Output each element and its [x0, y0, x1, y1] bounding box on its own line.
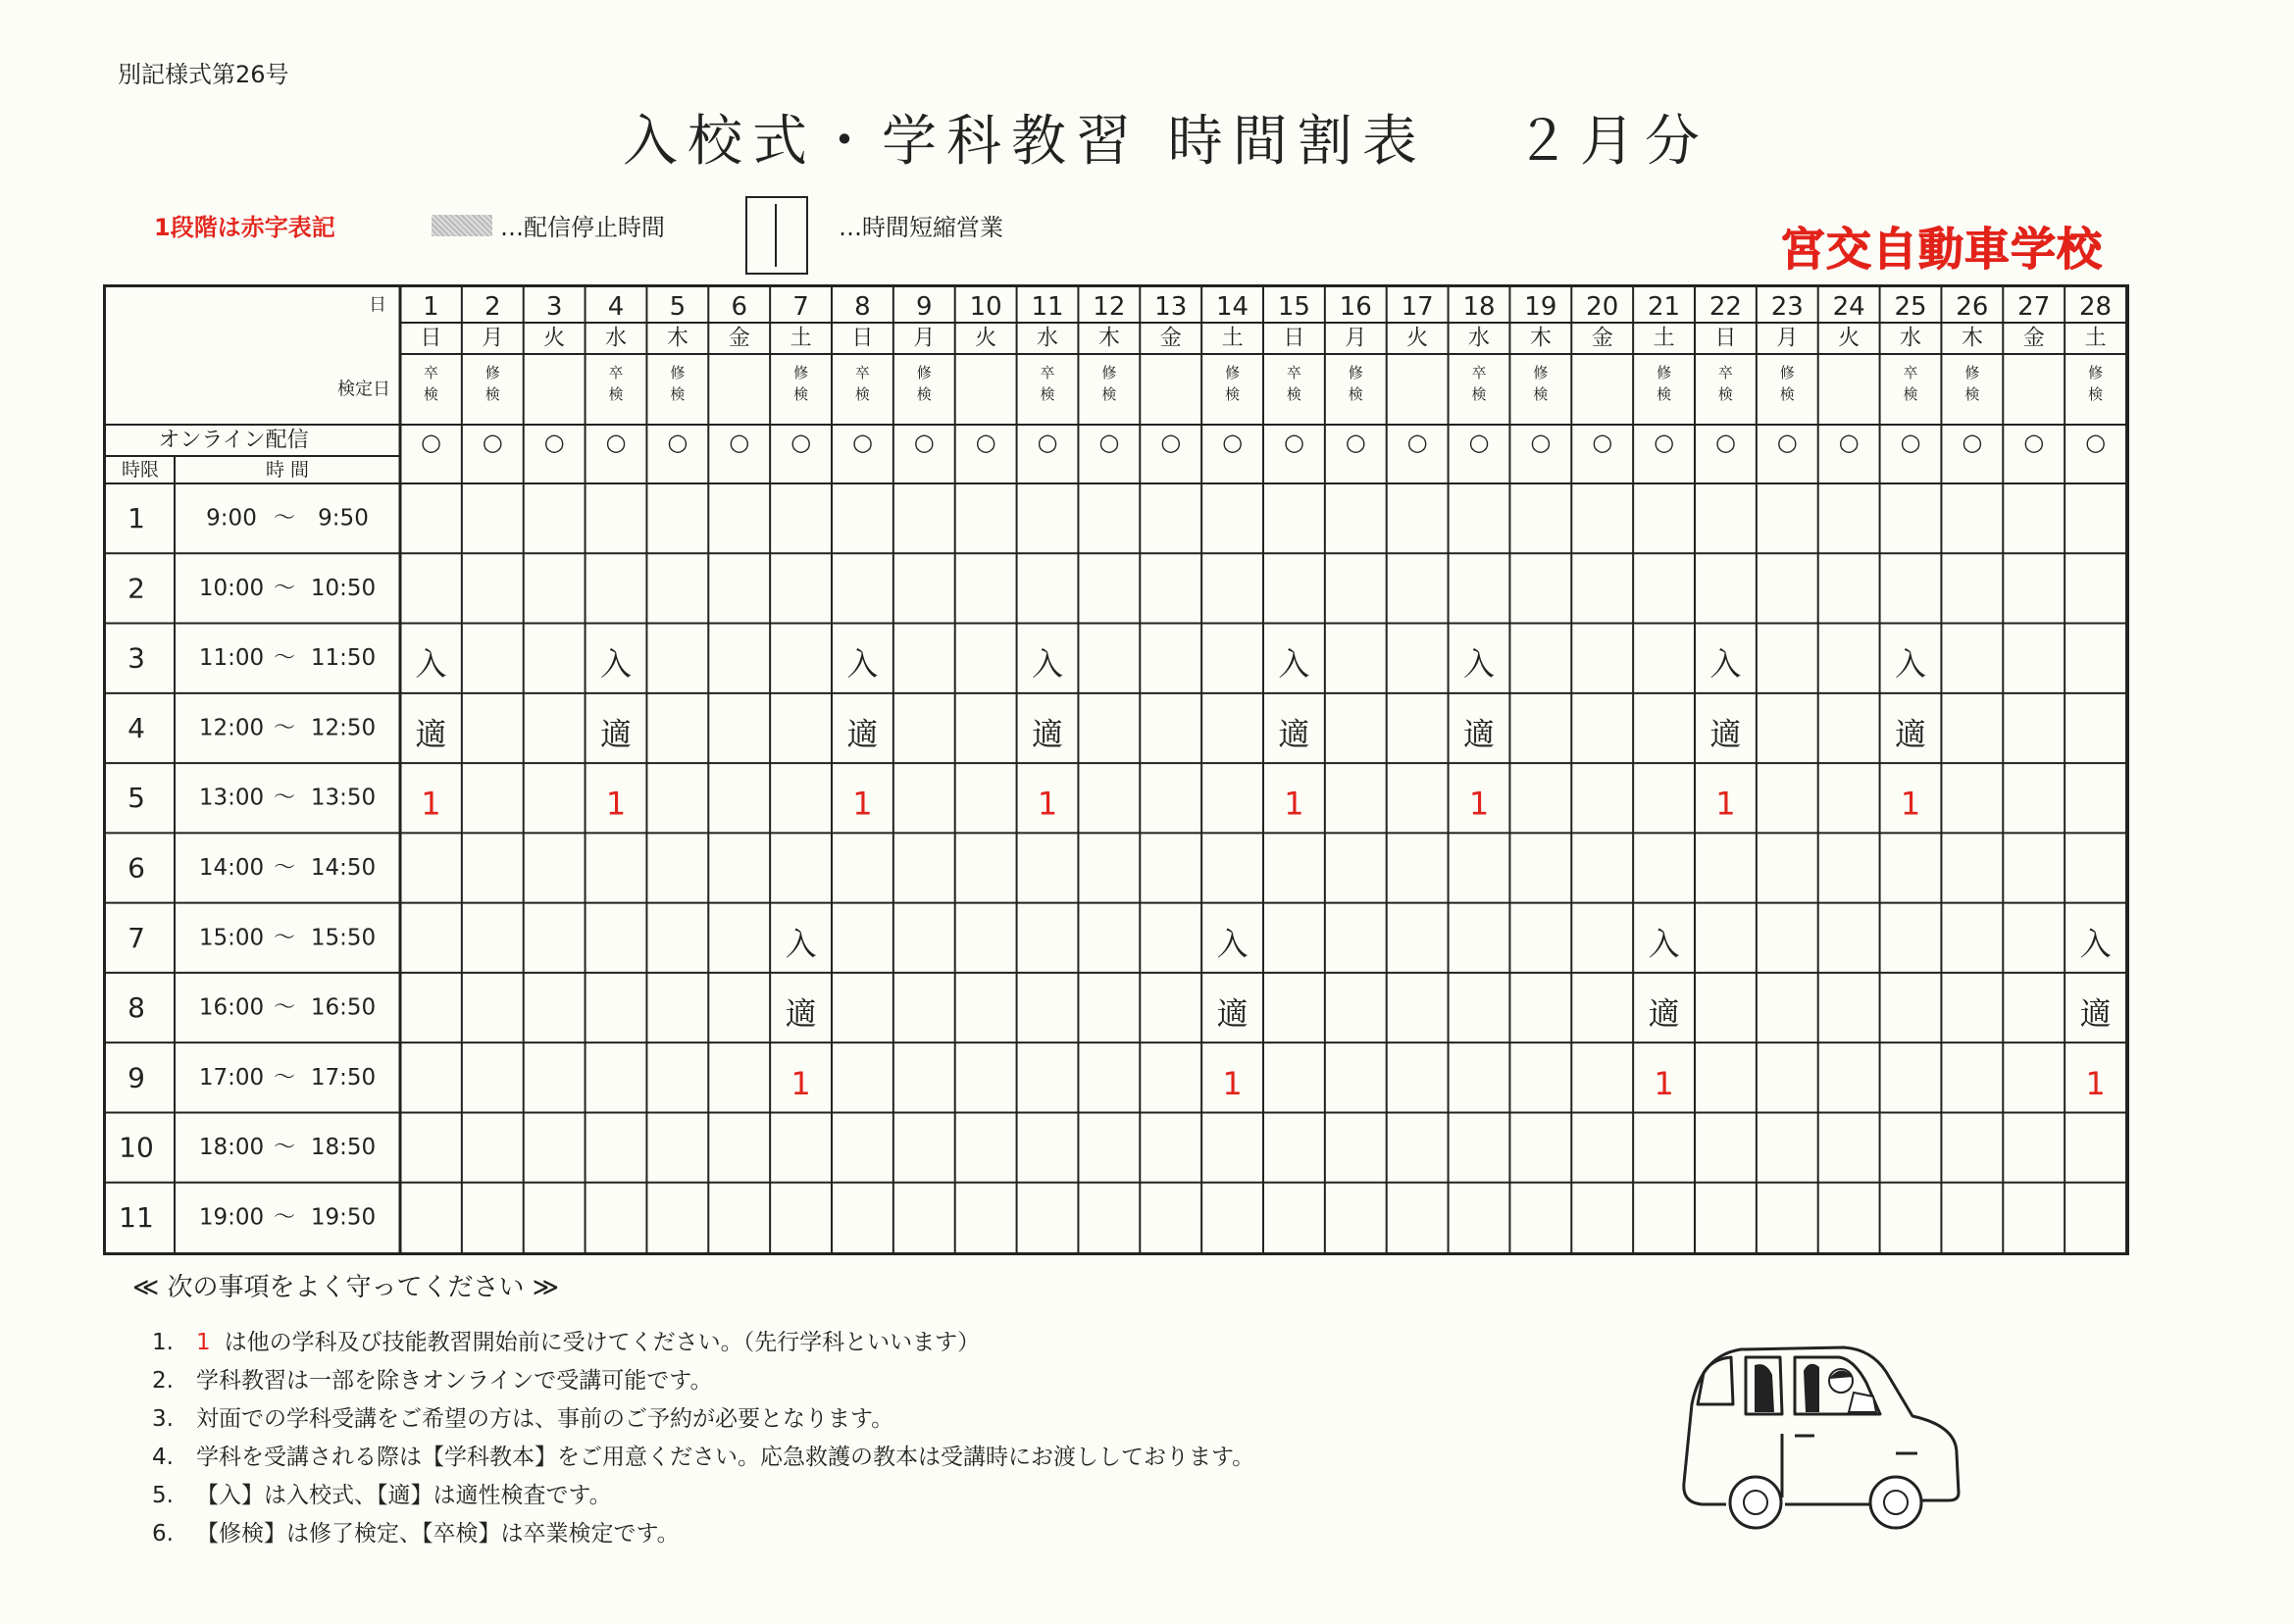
note-item: [152, 1515, 1254, 1553]
period-start-time: 13:00: [198, 785, 265, 811]
schedule-entry: 1: [605, 785, 627, 823]
time-separator: ～: [273, 576, 296, 601]
online-mark: ○: [1222, 429, 1244, 456]
online-mark: ○: [975, 429, 996, 456]
day-number: 12: [1093, 292, 1126, 322]
period-number: 11: [119, 1200, 154, 1234]
day-number: 14: [1216, 292, 1249, 322]
exam-label: 卒検: [854, 364, 870, 403]
day-of-week: 火: [975, 326, 997, 351]
schedule-entry: 適: [1031, 715, 1064, 753]
note-number: 6.: [152, 1521, 174, 1547]
schedule-entry: 1: [790, 1064, 811, 1102]
title-month: ２月分: [1514, 110, 1709, 174]
exam-label: 修検: [484, 364, 500, 403]
day-of-week: 月: [1345, 326, 1367, 351]
day-of-week: 金: [1591, 326, 1613, 351]
online-mark: ○: [2085, 429, 2107, 456]
exam-label: 修検: [1101, 364, 1117, 403]
timetable: [103, 284, 2129, 1255]
schedule-entry: 入: [1894, 645, 1927, 684]
online-mark: ○: [1468, 429, 1490, 456]
header-day-label: 日: [369, 294, 386, 316]
legend-stream-stop-label: …配信停止時間: [500, 214, 665, 241]
day-of-week: 金: [1159, 326, 1182, 351]
period-number: 9: [127, 1061, 145, 1094]
day-number: 9: [916, 292, 933, 322]
schedule-entry: 1: [1715, 785, 1736, 823]
day-number: 21: [1648, 292, 1681, 322]
day-of-week: 木: [1097, 326, 1120, 351]
period-end-time: 13:50: [310, 785, 377, 811]
exam-label: 修検: [1657, 364, 1672, 403]
period-start-time: 17:00: [198, 1064, 265, 1091]
note-text: は他の学科及び技能教習開始前に受けてください。（先行学科といいます）: [224, 1330, 981, 1355]
day-of-week: 月: [482, 326, 504, 351]
schedule-entry: 入: [1462, 645, 1496, 684]
schedule-entry: 1: [1900, 785, 1921, 823]
note-text: 【入】は入校式、【適】は適性検査です。: [196, 1483, 612, 1508]
day-number: 25: [1894, 292, 1927, 322]
time-separator: ～: [273, 1135, 296, 1160]
day-of-week: 土: [790, 326, 812, 351]
time-separator: ～: [273, 1204, 296, 1230]
time-separator: ～: [273, 855, 296, 881]
day-of-week: 木: [1961, 326, 1983, 351]
day-of-week: 水: [604, 326, 628, 351]
period-end-time: 9:50: [318, 505, 369, 532]
schedule-entry: 入: [1216, 925, 1249, 963]
day-of-week: 水: [1467, 326, 1491, 351]
exam-label: 修検: [2088, 364, 2104, 403]
note-number: 5.: [152, 1483, 174, 1508]
period-start-time: 15:00: [198, 925, 265, 951]
schedule-entry: 1: [852, 785, 873, 823]
exam-label: 修検: [1533, 364, 1549, 403]
schedule-entry: 適: [846, 715, 879, 753]
form-number: 別記様式第26号: [118, 61, 289, 88]
period-start-time: 9:00: [206, 505, 257, 532]
exam-label: 卒検: [1717, 364, 1733, 403]
online-mark: ○: [1654, 429, 1675, 456]
note-item: [152, 1324, 1254, 1362]
time-separator: ～: [273, 995, 296, 1021]
notes-list: [152, 1324, 1254, 1553]
period-start-time: 12:00: [198, 715, 265, 741]
day-number: 15: [1277, 292, 1310, 322]
car-illustration-icon: [1672, 1336, 1966, 1551]
period-number: 8: [127, 991, 145, 1025]
note-number: 3.: [152, 1406, 174, 1432]
schedule-entry: 適: [1278, 715, 1310, 753]
note-item: [152, 1362, 1254, 1400]
period-number: 5: [127, 782, 145, 815]
online-mark: ○: [420, 429, 441, 456]
time-separator: ～: [273, 506, 296, 532]
day-of-week: 水: [1036, 326, 1059, 351]
period-number: 1: [127, 502, 145, 535]
day-of-week: 火: [543, 326, 566, 351]
note-number: 4.: [152, 1445, 174, 1470]
time-separator: ～: [273, 925, 296, 950]
schedule-entry: 入: [785, 925, 817, 963]
day-of-week: 日: [851, 326, 874, 351]
schedule-entry: 適: [785, 994, 817, 1033]
legend-short-hours: …時間短縮営業: [839, 214, 1003, 241]
period-end-time: 14:50: [310, 855, 377, 881]
online-mark: ○: [913, 429, 935, 456]
exam-label: 卒検: [608, 364, 624, 403]
period-start-time: 19:00: [198, 1204, 265, 1231]
period-number: 2: [127, 572, 145, 605]
online-mark: ○: [1283, 429, 1304, 456]
schedule-entry: 1: [421, 785, 441, 823]
time-separator: ～: [273, 786, 296, 811]
online-mark: ○: [1530, 429, 1552, 456]
day-number: 13: [1154, 292, 1188, 322]
time-separator: ～: [273, 715, 296, 740]
schedule-entry: 1: [1284, 785, 1304, 823]
schedule-entry: 入: [1278, 645, 1310, 684]
legend-short-hours-box-icon: [745, 196, 808, 275]
note-red-marker: 1: [196, 1330, 211, 1355]
day-of-week: 火: [1838, 326, 1861, 351]
day-number: 7: [792, 292, 809, 322]
note-text: 学科教習は一部を除きオンラインで受講可能です。: [196, 1368, 713, 1394]
online-mark: ○: [667, 429, 688, 456]
schedule-entry: 1: [1037, 785, 1058, 823]
schedule-entry: 適: [1216, 994, 1249, 1033]
header-exam-label: 検定日: [337, 379, 390, 400]
period-number: 3: [127, 641, 145, 675]
day-number: 10: [969, 292, 1002, 322]
schedule-entry: 1: [1654, 1064, 1674, 1102]
online-mark: ○: [1962, 429, 1983, 456]
note-item: [152, 1439, 1254, 1477]
day-number: 22: [1708, 292, 1742, 322]
schedule-entry: 適: [1894, 715, 1927, 753]
period-start-time: 10:00: [198, 575, 265, 601]
header-online-label: オンライン配信: [158, 428, 309, 453]
online-mark: ○: [1160, 429, 1182, 456]
exam-label: 卒検: [1903, 364, 1918, 403]
exam-label: 卒検: [1471, 364, 1487, 403]
title-text: 入校式・学科教習 時間割表: [623, 110, 1427, 174]
day-of-week: 土: [2084, 326, 2107, 351]
day-of-week: 日: [1283, 326, 1305, 351]
online-mark: ○: [2023, 429, 2045, 456]
note-text: 学科を受講される際は【学科教本】をご用意ください。応急救護の教本は受講時にお渡ししております。: [196, 1445, 1255, 1470]
online-mark: ○: [1592, 429, 1613, 456]
timetable-grid: [106, 287, 2126, 1252]
exam-label: 卒検: [423, 364, 438, 403]
online-mark: ○: [1345, 429, 1366, 456]
online-mark: ○: [1900, 429, 1921, 456]
exam-label: 修検: [793, 364, 809, 403]
period-number: 10: [119, 1131, 154, 1164]
period-start-time: 18:00: [198, 1135, 265, 1161]
day-number: 24: [1832, 292, 1865, 322]
online-mark: ○: [482, 429, 503, 456]
schedule-entry: 適: [1709, 715, 1742, 753]
day-number: 19: [1524, 292, 1557, 322]
period-end-time: 16:50: [310, 994, 377, 1021]
day-of-week: 月: [913, 326, 936, 351]
day-number: 23: [1770, 292, 1804, 322]
time-separator: ～: [273, 645, 296, 671]
day-number: 17: [1401, 292, 1434, 322]
period-end-time: 10:50: [310, 575, 377, 601]
schedule-entry: 入: [846, 645, 879, 684]
schedule-entry: 適: [1462, 715, 1496, 753]
schedule-entry: 適: [2079, 994, 2112, 1033]
legend-red-text: 1段階は赤字表記: [154, 214, 335, 241]
day-number: 28: [2079, 292, 2113, 322]
online-mark: ○: [1098, 429, 1120, 456]
period-start-time: 14:00: [198, 855, 265, 881]
legend-stream-stop: [432, 208, 665, 242]
header-time-label: 時 間: [265, 459, 310, 481]
day-number: 5: [669, 292, 687, 322]
day-of-week: 金: [728, 326, 750, 351]
schedule-entry: 適: [599, 715, 633, 753]
period-number: 7: [127, 921, 145, 954]
schedule-entry: 入: [1031, 645, 1064, 684]
period-end-time: 11:50: [310, 645, 377, 672]
note-item: [152, 1400, 1254, 1439]
note-text: 対面での学科受講をご希望の方は、事前のご予約が必要となります。: [196, 1406, 894, 1432]
exam-label: 修検: [916, 364, 932, 403]
exam-label: 卒検: [1286, 364, 1301, 403]
note-number: 2.: [152, 1368, 174, 1394]
schedule-entry: 入: [1709, 645, 1742, 684]
day-of-week: 木: [1529, 326, 1552, 351]
day-number: 16: [1339, 292, 1372, 322]
online-mark: ○: [1838, 429, 1860, 456]
header-period-label: 時限: [121, 459, 160, 481]
page-title: [623, 98, 1709, 177]
period-number: 6: [127, 851, 145, 885]
period-end-time: 17:50: [310, 1064, 377, 1091]
online-mark: ○: [543, 429, 565, 456]
period-end-time: 18:50: [310, 1135, 377, 1161]
period-start-time: 11:00: [198, 645, 265, 672]
day-of-week: 日: [1714, 326, 1737, 351]
day-number: 11: [1031, 292, 1064, 322]
day-of-week: 土: [1221, 326, 1244, 351]
online-mark: ○: [851, 429, 873, 456]
period-number: 4: [127, 711, 145, 744]
day-number: 6: [731, 292, 747, 322]
time-separator: ～: [273, 1065, 296, 1091]
online-mark: ○: [605, 429, 627, 456]
exam-label: 修検: [1964, 364, 1980, 403]
day-number: 26: [1956, 292, 1989, 322]
day-of-week: 月: [1776, 326, 1799, 351]
note-text: 【修検】は修了検定、【卒検】は卒業検定です。: [196, 1521, 680, 1547]
exam-label: 修検: [1348, 364, 1363, 403]
day-number: 4: [607, 292, 625, 322]
period-start-time: 16:00: [198, 994, 265, 1021]
schedule-entry: 入: [415, 645, 447, 684]
period-end-time: 19:50: [310, 1204, 377, 1231]
online-mark: ○: [1714, 429, 1736, 456]
exam-label: 卒検: [1040, 364, 1055, 403]
day-number: 8: [854, 292, 871, 322]
note-number: 1.: [152, 1330, 174, 1355]
schedule-entry: 入: [1648, 925, 1680, 963]
schedule-entry: 適: [415, 715, 447, 753]
note-item: [152, 1477, 1254, 1515]
online-mark: ○: [790, 429, 812, 456]
schedule-entry: 1: [2085, 1064, 2106, 1102]
schedule-entry: 入: [599, 645, 633, 684]
schedule-entry: 1: [1468, 785, 1490, 823]
online-mark: ○: [1406, 429, 1428, 456]
online-mark: ○: [1037, 429, 1058, 456]
day-of-week: 木: [666, 326, 688, 351]
online-mark: ○: [1776, 429, 1798, 456]
exam-label: 修検: [1779, 364, 1795, 403]
exam-label: 修検: [1225, 364, 1241, 403]
online-mark: ○: [729, 429, 750, 456]
exam-label: 修検: [670, 364, 686, 403]
day-of-week: 火: [1406, 326, 1429, 351]
school-name: 宮交自動車学校: [1780, 223, 2103, 276]
day-number: 18: [1462, 292, 1496, 322]
schedule-entry: 入: [2079, 925, 2112, 963]
schedule-entry: 適: [1648, 994, 1680, 1033]
schedule-entry: 1: [1222, 1064, 1243, 1102]
day-number: 1: [423, 292, 439, 322]
day-number: 3: [545, 292, 563, 322]
period-end-time: 15:50: [310, 925, 377, 951]
day-number: 27: [2017, 292, 2051, 322]
period-end-time: 12:50: [310, 715, 377, 741]
notes-heading: ≪ 次の事項をよく守ってください ≫: [132, 1273, 559, 1302]
grey-swatch-icon: [432, 215, 492, 236]
day-of-week: 土: [1653, 326, 1675, 351]
day-of-week: 金: [2022, 326, 2045, 351]
day-of-week: 水: [1899, 326, 1922, 351]
day-number: 20: [1586, 292, 1619, 322]
day-number: 2: [484, 292, 501, 322]
day-of-week: 日: [420, 326, 442, 351]
